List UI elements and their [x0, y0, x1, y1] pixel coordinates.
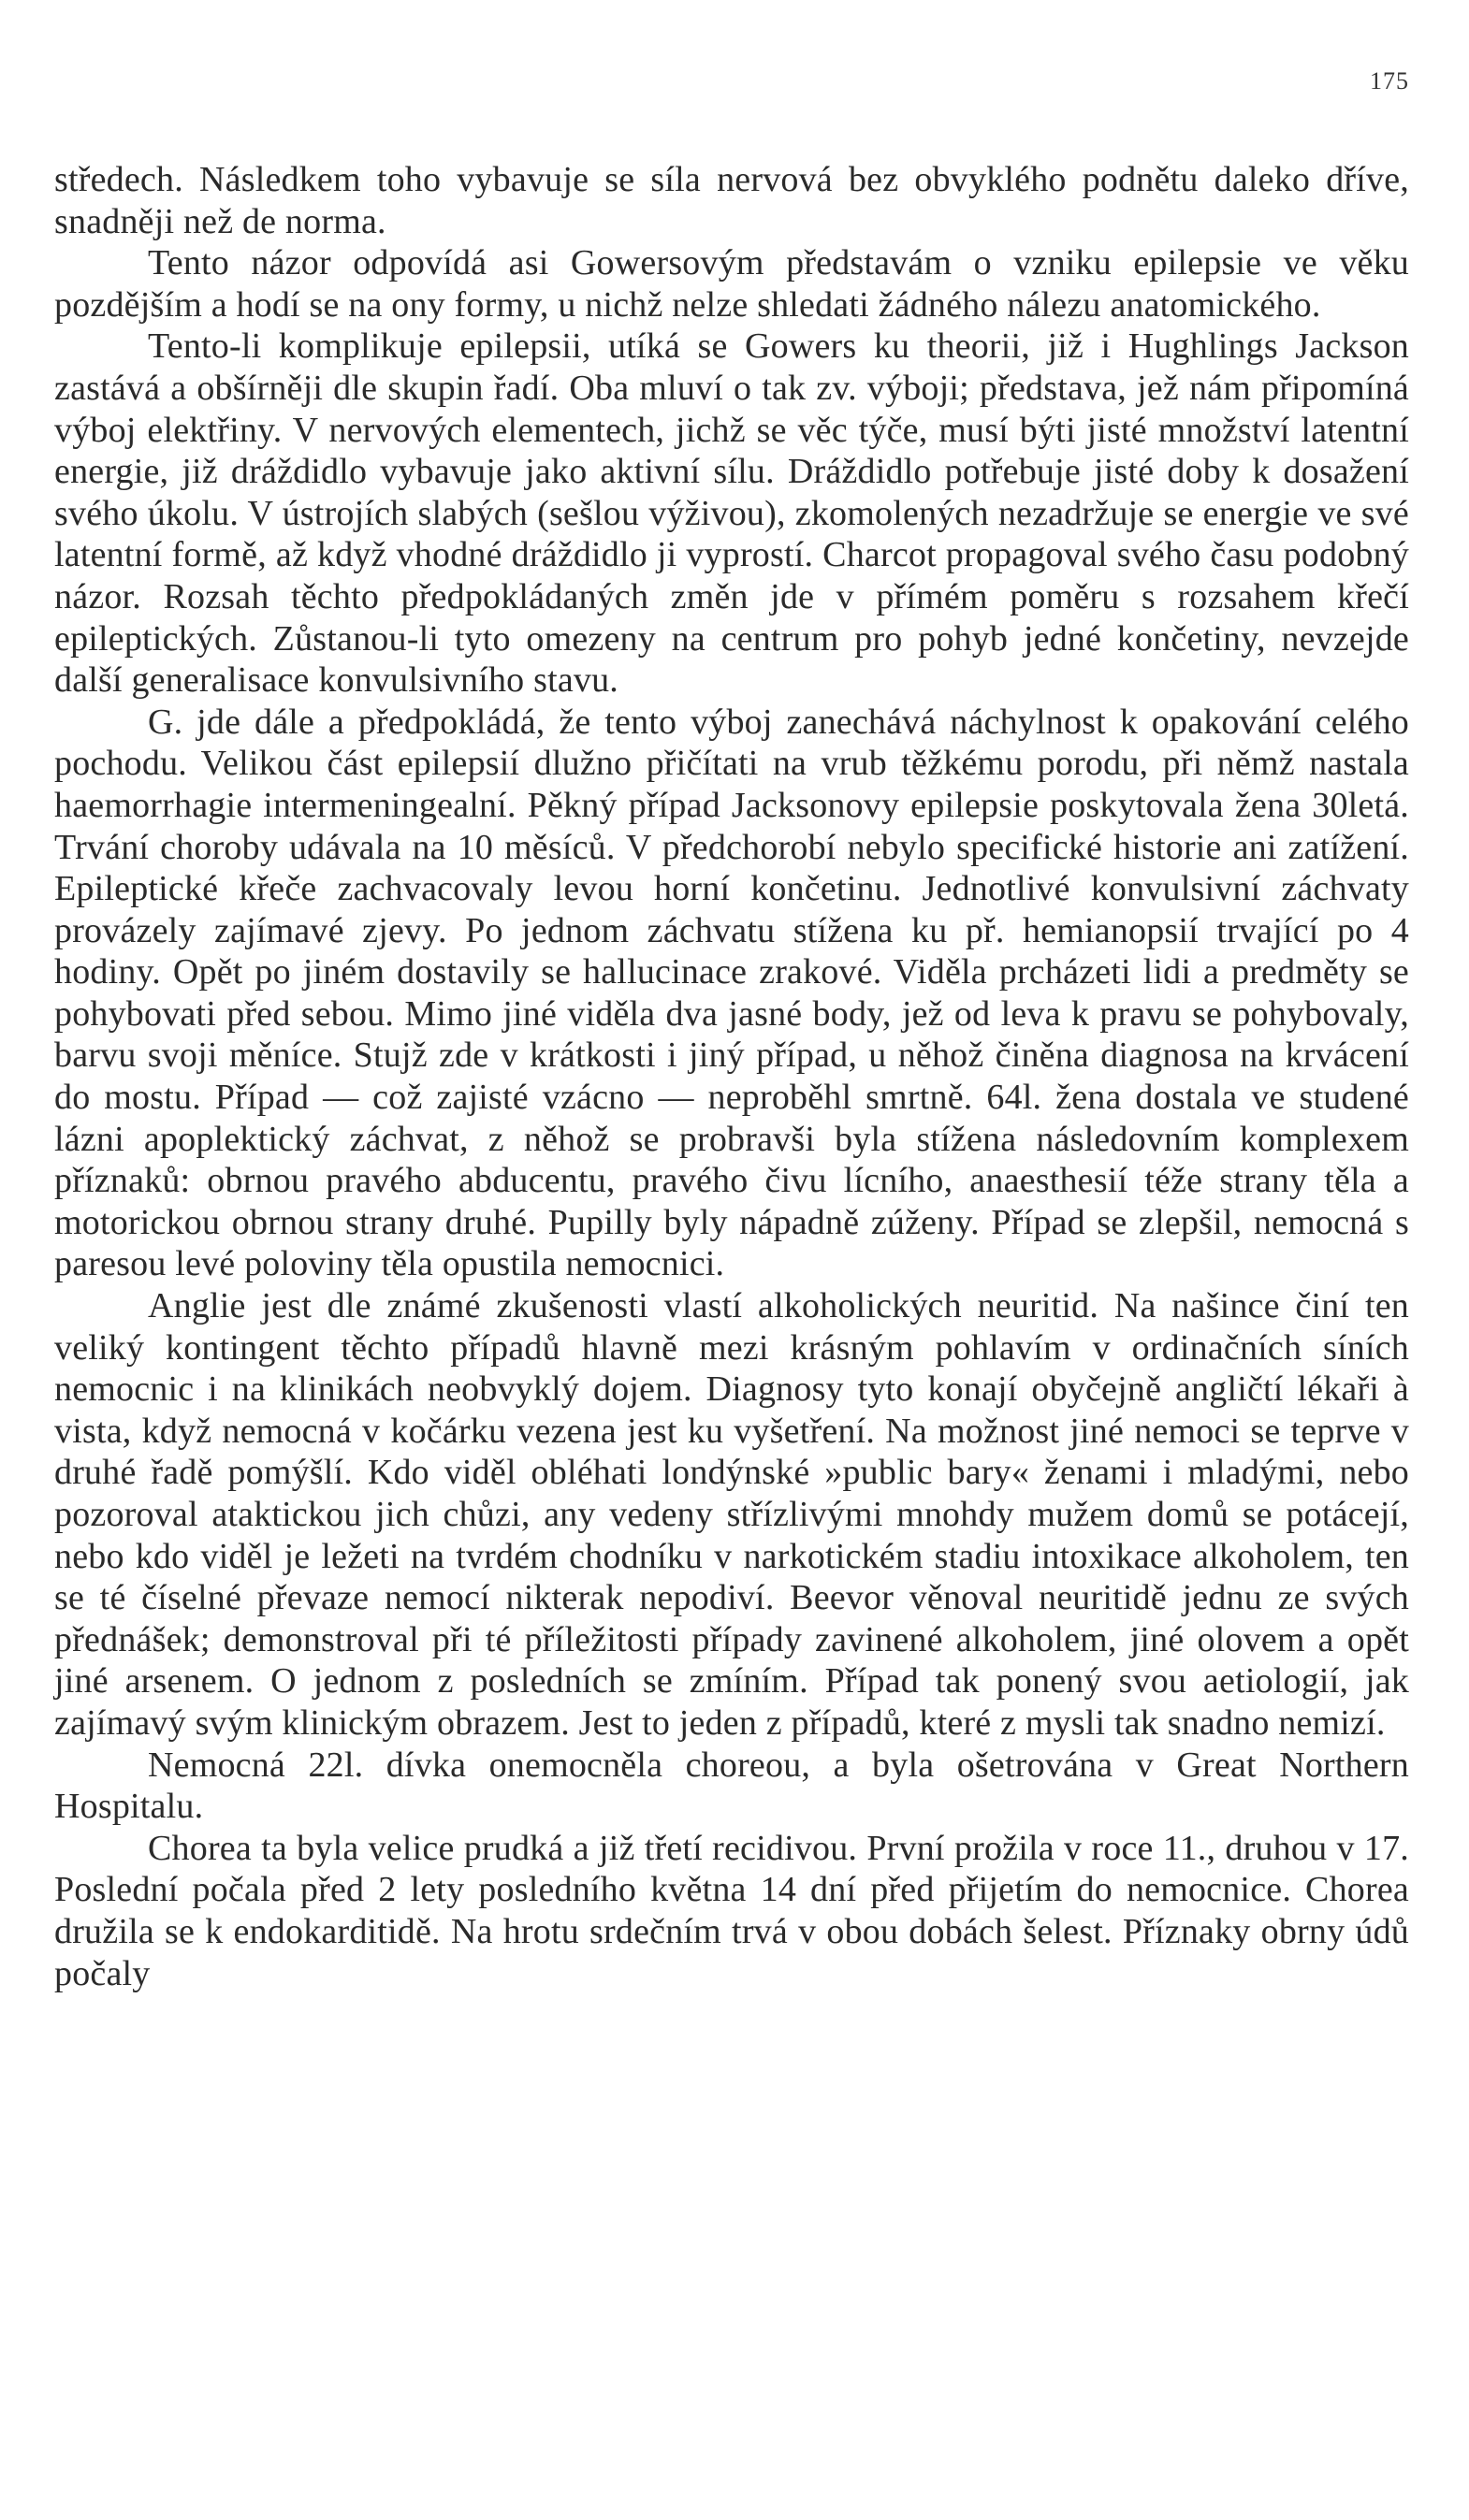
body-text: [54, 159, 1409, 1994]
paragraph: Chorea ta byla velice prudká a již třetí recidivou. První prožila v roce 11., druhou v 17. Poslední počala před 2 lety posledního května 14 dní před přijetím do nemocnice. Chorea družila se k endokarditidě. Na hrotu srdečním trvá v obou dobách šelest. Příznaky obrny údů počaly: [54, 1828, 1409, 1993]
paragraph: Tento-li komplikuje epilepsii, utíká se Gowers ku theorii, již i Hughlings Jackson zastává a obšírněji dle skupin řadí. Oba mluví o tak zv. výboji; představa, jež nám připomíná výboj elektřiny. V nervových elementech, jichž se věc týče, musí býti jisté množství latentní energie, již dráždidlo vybavuje jako aktivní sílu. Dráždidlo potřebuje jisté doby k dosažení svého úkolu. V ústrojích slabých (sešlou výživou), zkomolených nezadržuje se energie ve své latentní formě, až když vhodné dráždidlo ji vyprostí. Charcot propagoval svého času podobný názor. Rozsah těchto předpokládaných změn jde v přímém poměru s rozsahem křečí epileptických. Zůstanou-li tyto omezeny na centrum pro pohyb jedné končetiny, nevzejde další generalisace konvulsivního stavu.: [54, 326, 1409, 701]
paragraph: G. jde dále a předpokládá, že tento výboj zanechává náchylnost k opakování celého pochodu. Velikou část epilepsií dlužno přičítati na vrub těžkému porodu, při němž nastala haemorrhagie intermeningealní. Pěkný případ Jacksonovy epilepsie poskytovala žena 30letá. Trvání choroby udávala na 10 měsíců. V předchorobí nebylo specifické historie ani zatížení. Epileptické křeče zachvacovaly levou horní končetinu. Jednotlivé konvulsivní záchvaty provázely zajímavé zjevy. Po jednom záchvatu stížena ku př. hemianopsií trvající po 4 hodiny. Opět po jiném dostavily se hallucinace zrakové. Viděla prcházeti lidi a predměty se pohybovati před sebou. Mimo jiné viděla dva jasné body, jež od leva k pravu se pohybovaly, barvu svoji měníce. Stujž zde v krátkosti i jiný případ, u něhož činěna diagnosa na krvácení do mostu. Případ — což zajisté vzácno — neproběhl smrtně. 64l. žena dostala ve studené lázni apoplektický záchvat, z něhož se probravši byla stížena následovním komplexem příznaků: obrnou pravého abducentu, pravého čivu lícního, anaesthesií téže strany těla a motorickou obrnou strany druhé. Pupilly byly nápadně zúženy. Případ se zlepšil, nemocná s paresou levé poloviny těla opustila nemocnici.: [54, 702, 1409, 1284]
paragraph: středech. Následkem toho vybavuje se síla nervová bez obvyklého podnětu daleko dříve, snadněji než de norma.: [54, 160, 1409, 241]
paragraph: Nemocná 22l. dívka onemocněla choreou, a byla ošetrována v Great Northern Hospitalu.: [54, 1745, 1409, 1827]
paragraph: Tento názor odpovídá asi Gowersovým představám o vzniku epilepsie ve věku pozdějším a hodí se na ony formy, u nichž nelze shledati žádného nálezu anatomického.: [54, 243, 1409, 325]
page-number: 175: [1370, 67, 1409, 94]
paragraph: Anglie jest dle známé zkušenosti vlastí alkoholických neuritid. Na našince činí ten veliký kontingent těchto případů hlavně mezi krásným pohlavím v ordinačních síních nemocnic i na klinikách neobvyklý dojem. Diagnosy tyto konají obyčejně angličtí lékaři à vista, když nemocná v kočárku vezena jest ku vyšetření. Na možnost jiné nemoci se teprve v druhé řadě pomýšlí. Kdo viděl obléhati londýnské »public bary« ženami i mladými, nebo pozoroval ataktickou jich chůzi, any vedeny střízlivými mnohdy mužem domů se potácejí, nebo kdo viděl je ležeti na tvrdém chodníku v narkotickém stadiu intoxikace alkoholem, ten se té číselné převaze nemocí nikterak nepodiví. Beevor věnoval neuritidě jednu ze svých přednášek; demonstroval při té příležitosti případy zavinené alkoholem, jiné olovem a opět jiné arsenem. O jednom z posledních se zmíním. Případ tak ponený svou aetiologií, jak zajímavý svým klinickým obrazem. Jest to jeden z případů, které z mysli tak snadno nemizí.: [54, 1286, 1409, 1743]
